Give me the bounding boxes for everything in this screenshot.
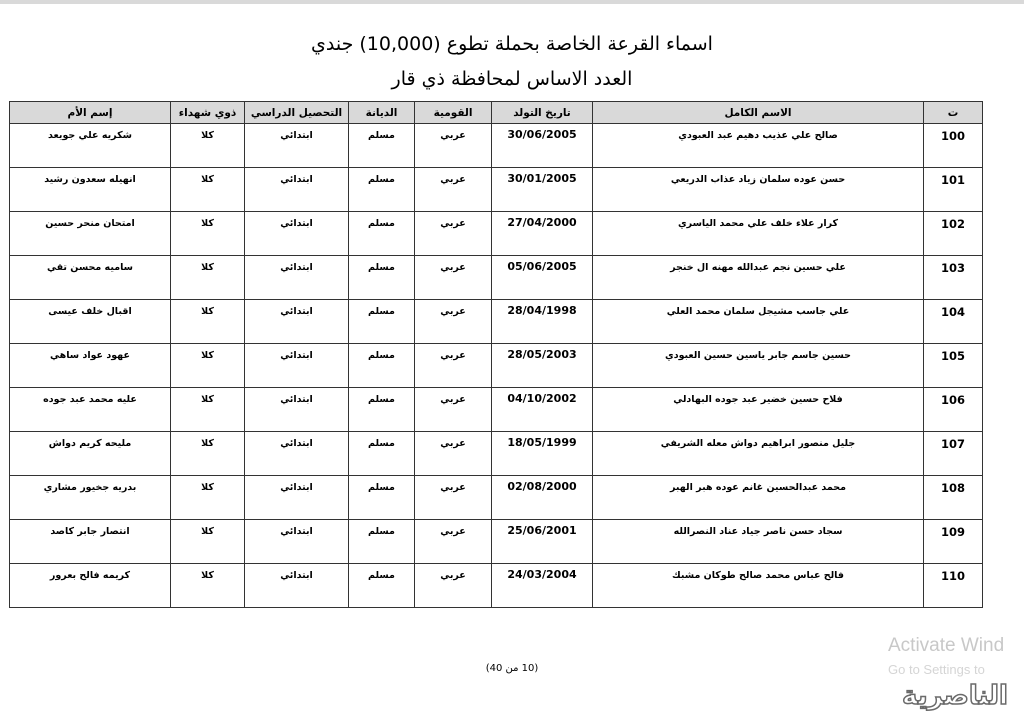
row-martyrs: كلا	[171, 388, 245, 432]
row-num: 105	[924, 344, 983, 388]
row-religion: مسلم	[349, 520, 415, 564]
row-dob: 18/05/1999	[492, 432, 593, 476]
row-ethnicity: عربي	[415, 256, 492, 300]
row-mother-name: امتحان منحر حسين	[10, 212, 171, 256]
row-dob: 28/04/1998	[492, 300, 593, 344]
row-education: ابتدائي	[245, 212, 349, 256]
row-martyrs: كلا	[171, 124, 245, 168]
row-education: ابتدائي	[245, 344, 349, 388]
row-full-name: علي جاسب مشيجل سلمان محمد العلي	[593, 300, 924, 344]
row-religion: مسلم	[349, 432, 415, 476]
row-education: ابتدائي	[245, 432, 349, 476]
row-num: 101	[924, 168, 983, 212]
table-row	[10, 344, 983, 388]
row-full-name: جليل منصور ابراهيم دواش معله الشريفي	[593, 432, 924, 476]
row-education: ابتدائي	[245, 168, 349, 212]
activate-windows-text: Activate Wind	[888, 635, 1005, 656]
row-full-name: علي حسين نجم عبدالله مهنه ال خنجر	[593, 256, 924, 300]
row-dob: 04/10/2002	[492, 388, 593, 432]
row-education: ابتدائي	[245, 520, 349, 564]
row-martyrs: كلا	[171, 520, 245, 564]
table-header-row	[10, 102, 983, 124]
document-subtitle: العدد الاساس لمحافظة ذي قار	[391, 68, 633, 90]
header-mother: إسم الأم	[10, 102, 171, 124]
row-num: 108	[924, 476, 983, 520]
row-education: ابتدائي	[245, 388, 349, 432]
row-ethnicity: عربي	[415, 344, 492, 388]
table-row	[10, 168, 983, 212]
table-row	[10, 520, 983, 564]
row-mother-name: عهود عواد ساهي	[10, 344, 171, 388]
row-full-name: كرار علاء خلف علي محمد الياسري	[593, 212, 924, 256]
row-mother-name: انهيله سعدون رشيد	[10, 168, 171, 212]
activate-windows-hint: Go to Settings to	[888, 662, 985, 677]
row-dob: 27/04/2000	[492, 212, 593, 256]
row-religion: مسلم	[349, 256, 415, 300]
table-row	[10, 300, 983, 344]
row-full-name: حسين جاسم جابر ياسين حسين العبودي	[593, 344, 924, 388]
table-row	[10, 388, 983, 432]
table-row	[10, 256, 983, 300]
row-martyrs: كلا	[171, 168, 245, 212]
row-religion: مسلم	[349, 212, 415, 256]
row-religion: مسلم	[349, 476, 415, 520]
row-ethnicity: عربي	[415, 432, 492, 476]
row-education: ابتدائي	[245, 564, 349, 608]
row-full-name: فلاح حسين خضير عبد جوده البهادلي	[593, 388, 924, 432]
row-num: 104	[924, 300, 983, 344]
row-education: ابتدائي	[245, 124, 349, 168]
row-ethnicity: عربي	[415, 388, 492, 432]
table-row	[10, 564, 983, 608]
row-mother-name: اقبال خلف عيسى	[10, 300, 171, 344]
row-dob: 02/08/2000	[492, 476, 593, 520]
row-dob: 30/06/2005	[492, 124, 593, 168]
row-religion: مسلم	[349, 564, 415, 608]
row-dob: 24/03/2004	[492, 564, 593, 608]
row-ethnicity: عربي	[415, 520, 492, 564]
row-mother-name: شكريه علي جويعد	[10, 124, 171, 168]
logo-text: الناصرية	[902, 681, 1008, 711]
row-ethnicity: عربي	[415, 168, 492, 212]
row-martyrs: كلا	[171, 212, 245, 256]
row-education: ابتدائي	[245, 476, 349, 520]
row-num: 109	[924, 520, 983, 564]
row-mother-name: كريمه فالح بعرور	[10, 564, 171, 608]
table-row	[10, 432, 983, 476]
row-dob: 30/01/2005	[492, 168, 593, 212]
row-dob: 05/06/2005	[492, 256, 593, 300]
row-ethnicity: عربي	[415, 300, 492, 344]
header-dob: تاريخ التولد	[492, 102, 593, 124]
header-religion: الديانة	[349, 102, 415, 124]
header-ethnicity: القومية	[415, 102, 492, 124]
row-num: 100	[924, 124, 983, 168]
row-martyrs: كلا	[171, 476, 245, 520]
row-martyrs: كلا	[171, 300, 245, 344]
table-row	[10, 124, 983, 168]
table-row	[10, 212, 983, 256]
table-body	[10, 124, 983, 608]
row-martyrs: كلا	[171, 344, 245, 388]
row-full-name: سجاد حسن ناصر جياد عناد النصرالله	[593, 520, 924, 564]
row-mother-name: بدريه جخيور مشاري	[10, 476, 171, 520]
row-religion: مسلم	[349, 124, 415, 168]
row-full-name: محمد عبدالحسين غانم عوده هبر الهبر	[593, 476, 924, 520]
alnasiriya-logo	[890, 674, 1020, 714]
row-num: 102	[924, 212, 983, 256]
row-full-name: حسن عوده سلمان زياد عذاب الدريعي	[593, 168, 924, 212]
top-border	[0, 0, 1024, 4]
row-martyrs: كلا	[171, 256, 245, 300]
row-religion: مسلم	[349, 300, 415, 344]
row-religion: مسلم	[349, 168, 415, 212]
header-martyrs: ذوي شهداء	[171, 102, 245, 124]
row-education: ابتدائي	[245, 300, 349, 344]
row-full-name: صالح علي عذيب دهيم عبد العبودي	[593, 124, 924, 168]
enlistment-table	[9, 101, 983, 608]
row-martyrs: كلا	[171, 564, 245, 608]
row-dob: 25/06/2001	[492, 520, 593, 564]
header-num: ت	[924, 102, 983, 124]
row-full-name: فالح عباس محمد صالح طوكان مشبك	[593, 564, 924, 608]
row-dob: 28/05/2003	[492, 344, 593, 388]
row-mother-name: انتصار جابر كاصد	[10, 520, 171, 564]
row-mother-name: عليه محمد عبد جوده	[10, 388, 171, 432]
header-education: التحصيل الدراسي	[245, 102, 349, 124]
row-ethnicity: عربي	[415, 212, 492, 256]
row-num: 110	[924, 564, 983, 608]
row-ethnicity: عربي	[415, 564, 492, 608]
header-full-name: الاسم الكامل	[593, 102, 924, 124]
document-title: اسماء القرعة الخاصة بحملة تطوع (10,000) جندي	[311, 33, 713, 55]
table-row	[10, 476, 983, 520]
row-mother-name: مليحه كريم دواش	[10, 432, 171, 476]
row-religion: مسلم	[349, 388, 415, 432]
row-num: 106	[924, 388, 983, 432]
row-ethnicity: عربي	[415, 124, 492, 168]
row-ethnicity: عربي	[415, 476, 492, 520]
row-num: 107	[924, 432, 983, 476]
row-education: ابتدائي	[245, 256, 349, 300]
page-counter: (10 من 40)	[485, 663, 539, 674]
row-num: 103	[924, 256, 983, 300]
row-martyrs: كلا	[171, 432, 245, 476]
row-mother-name: ساميه محسن تقي	[10, 256, 171, 300]
row-religion: مسلم	[349, 344, 415, 388]
